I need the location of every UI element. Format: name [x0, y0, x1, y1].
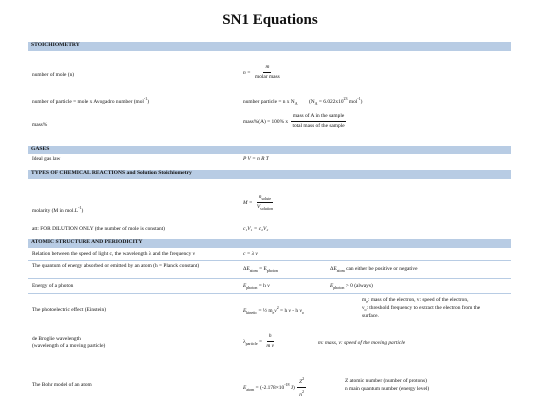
light-label: Relation between the speed of light c, the wavelength λ and the frequency ν	[32, 251, 196, 257]
photoelectric-equation: $E_{kinetic}$ = ½ $m_ev^2 = h$ ν - h $\nu_o$	[243, 305, 304, 315]
section-header-gases: GASES	[28, 146, 511, 154]
mass-percent-label: mass%	[32, 122, 48, 128]
row-divider	[28, 260, 511, 261]
mass-percent-equation: mass%(A) = 100% x $\frac{\text{mass of A in the sample}}{\text{total mass of the sample}}$	[243, 113, 345, 130]
de-broglie-note: m: mass, v: speed of the moving particle	[318, 340, 406, 346]
section-header-reactions: TYPES OF CHEMICAL REACTIONS and Solution Stoichiometry	[28, 170, 511, 179]
section-header-stoichiometry: STOICHIOMETRY	[28, 42, 511, 51]
avogadro-constant: ($N_A = 6.022x10^{23}$ mol$^{-1}$)	[308, 96, 363, 106]
molarity-label: molarity (M in $mol.L^{-1}$)	[32, 205, 84, 214]
quantum-equation: $\Delta E_{atom} = E_{photon}$	[243, 266, 278, 274]
molarity-fraction: $\frac{n_{solute}}{V_{solution}}$	[256, 194, 274, 212]
quantum-note: $\Delta E_{atom}$ can either be positive or negative	[330, 266, 418, 274]
note-electron: $m_e$: mass of the electron, v: speed of the electron,	[362, 297, 469, 305]
note-quantum-number: n main quantum number (energy level)	[345, 385, 430, 392]
photon-condition: $E_{photon} > 0$ (always)	[330, 283, 373, 291]
de-broglie-equation: $\lambda_{particle}$ = $\frac{h}{\text{m v}}$	[243, 333, 275, 350]
section-header-atomic-structure: ATOMIC STRUCTURE AND PERIODICITY	[28, 239, 511, 248]
mole-fraction: $\frac{m}{\text{molar mass}}$	[255, 64, 280, 81]
page-title: SN1 Equations	[222, 12, 318, 28]
ideal-gas-label: Ideal gas law	[32, 156, 61, 162]
de-broglie-fraction: $\frac{h}{\text{m v}}$	[266, 333, 275, 350]
mole-equation: n = $\frac{m}{\text{molar mass}}$	[243, 64, 280, 81]
row-divider	[28, 278, 511, 279]
light-equation: c = λ ν	[243, 251, 258, 257]
quantum-label: The quantum of energy absorbed or emitted by an atom (h = Planck constant)	[32, 263, 200, 269]
molarity-equation: M = $\frac{n_{solute}}{V_{solution}}$	[243, 194, 274, 212]
photon-equation: $E_{photon} = h$ ν	[243, 283, 270, 291]
note-atomic-number: Z atomic number (number of protons)	[345, 378, 427, 384]
particle-label: number of particle = mole x Avogadro number (mol$^{-1}$)	[32, 96, 150, 105]
note-surface: surface.	[362, 312, 379, 319]
ideal-gas-equation: P V = n R T	[243, 156, 269, 162]
bohr-notes	[345, 378, 429, 394]
mole-label: number of mole (n)	[32, 72, 75, 78]
bohr-equation: $E_{atom} = (-2.178\times 10^{-18}$ J) $\frac{Z^2}{n^2}$	[243, 376, 305, 398]
dilution-label: att: FOR DILUTION ONLY (the number of mole is constant)	[32, 226, 165, 232]
mass-percent-fraction: $\frac{\text{mass of A in the sample}}{\text{total mass of the sample}}$	[292, 113, 345, 130]
note-threshold: $\nu_o$: threshold frequency to extract the electron from the	[362, 304, 481, 312]
photoelectric-notes	[362, 297, 480, 321]
bohr-fraction: $\frac{Z^2}{n^2}$	[299, 376, 305, 398]
photon-label: Energy of a photon	[32, 283, 74, 289]
row-divider	[28, 293, 511, 294]
bohr-label: The Bohr model of an atom	[32, 382, 92, 388]
photoelectric-label: The photoelectric effect (Einstein)	[32, 307, 106, 313]
dilution-equation: c₁V₁ = c₂V₂	[243, 226, 269, 232]
particle-equation: number particle = n x $N_A$ ($N_A = 6.022x10^{23}$ mol$^{-1}$)	[243, 96, 363, 106]
de-broglie-label: de Broglie wavelength (wavelength of a moving particle)	[32, 336, 106, 350]
